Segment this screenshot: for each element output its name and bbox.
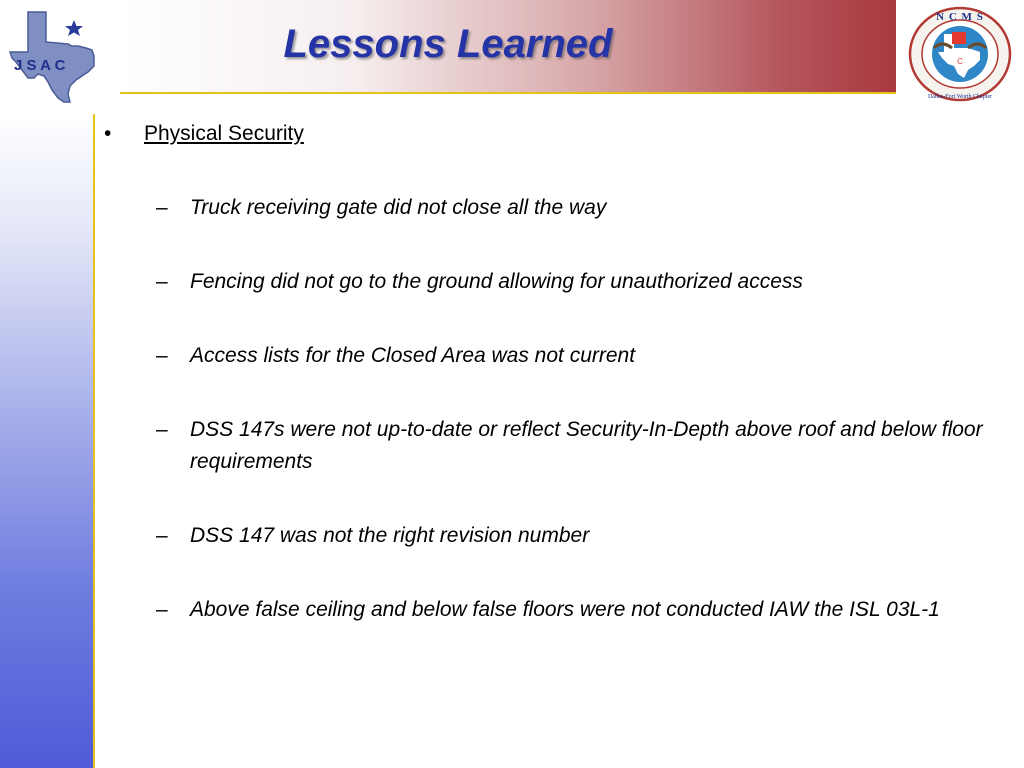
ncms-top-text: N C M S: [936, 11, 984, 23]
sub-bullet-item: [104, 594, 1004, 626]
vertical-accent-line: [93, 114, 95, 768]
sub-bullet-text: DSS 147 was not the right revision number: [190, 524, 590, 547]
dash-icon: –: [156, 598, 168, 621]
jsac-letters: J S A C: [14, 57, 66, 74]
sub-bullet-text: DSS 147s were not up-to-date or reflect Security-In-Depth above roof and below floor requirements: [190, 418, 983, 473]
sub-bullet-item: [104, 266, 1004, 298]
sub-bullet-item: [104, 520, 1004, 552]
sub-bullet-item: [104, 340, 1004, 372]
dash-icon: –: [156, 270, 168, 293]
ncms-bottom-text: Dallas-Fort Worth Chapter: [927, 94, 993, 100]
ncms-logo: [904, 4, 1016, 104]
main-bullet-item: [104, 118, 1004, 150]
horizontal-accent-line: [120, 92, 896, 94]
dash-icon: –: [156, 196, 168, 219]
sub-bullet-text: Above false ceiling and below false floors were not conducted IAW the ISL 03L-1: [190, 598, 940, 621]
dash-icon: –: [156, 418, 168, 441]
page-title: Lessons Learned: [283, 22, 613, 66]
sub-bullet-item: [104, 192, 1004, 224]
left-gradient-bar: [0, 114, 93, 768]
bullet-icon: •: [104, 122, 112, 145]
sub-bullet-text: Fencing did not go to the ground allowing for unauthorized access: [190, 270, 803, 293]
ncms-seal-icon: [904, 4, 1016, 104]
slide-content: [104, 118, 1004, 668]
sub-bullet-item: [104, 414, 1004, 478]
sub-bullet-text: Truck receiving gate did not close all the way: [190, 196, 607, 219]
dash-icon: –: [156, 344, 168, 367]
sub-bullet-list: [104, 192, 1004, 626]
dash-icon: –: [156, 524, 168, 547]
main-bullet-label: Physical Security: [144, 122, 304, 145]
svg-text:C: C: [957, 57, 963, 66]
sub-bullet-text: Access lists for the Closed Area was not current: [190, 344, 636, 367]
